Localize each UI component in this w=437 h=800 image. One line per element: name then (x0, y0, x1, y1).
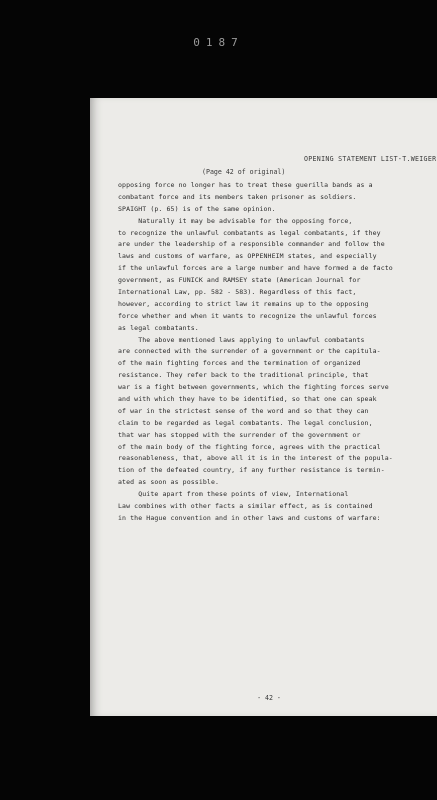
text-line: of war in the strictest sense of the word and so that they can (118, 406, 369, 415)
text-line: opposing force no longer has to treat these guerilla bands as a (118, 181, 373, 189)
text-line: claim to be regarded as legal combatants. The legal conclusion, (118, 418, 373, 427)
text-line: combatant force and its members taken prisoner as soldiers. (118, 192, 357, 201)
text-line: that war has stopped with the surrender of the government or (118, 430, 361, 439)
text-line: if the unlawful forces are a large number and have formed a de facto (118, 264, 393, 273)
text-line: Naturally it may be advisable for the opposing force, (118, 216, 353, 225)
text-line: of the main fighting forces and the termination of organized (118, 359, 361, 368)
text-line: as legal combatants. (118, 323, 199, 332)
text-line: reasonableness, that, above all it is in the interest of the popula- (118, 454, 393, 463)
text-line: resistance. They refer back to the traditional principle, that (118, 371, 369, 380)
text-line: of the main body of the fighting force, agrees with the practical (118, 442, 381, 451)
text-line: Law combines with other facts a similar effect, as is contained (118, 502, 373, 511)
document-body (118, 180, 428, 525)
text-line: force whether and when it wants to recognize the unlawful forces (118, 311, 377, 320)
text-line: to recognize the unlawful combatants as legal combatants, if they (118, 228, 381, 237)
text-line: government, as FUNICK and RAMSEY state (American Journal for (118, 276, 361, 285)
text-line: laws and customs of warfare, as OPPENHEIM states, and especially (118, 252, 377, 261)
text-line: SPAIGHT (p. 65) is of the same opinion. (118, 204, 276, 213)
document-header: OPENING STATEMENT LIST-T.WEIGER (304, 155, 437, 163)
page-number: - 42 - (257, 694, 281, 702)
text-line: Quite apart from these points of view, International (118, 490, 349, 499)
text-line: and with which they have to be identified, so that one can speak (118, 395, 377, 404)
document-page (90, 98, 437, 716)
text-line: are connected with the surrender of a government or the capitula- (118, 347, 381, 356)
text-line: tion of the defeated country, if any further resistance is termin- (118, 466, 385, 475)
text-line: war is a fight between governments, which the fighting forces serve (118, 383, 389, 392)
text-line: are under the leadership of a responsible commander and follow the (118, 240, 385, 249)
text-line: The above mentioned laws applying to unlawful combatants (118, 335, 365, 344)
text-line: ated as soon as possible. (118, 478, 220, 487)
microfilm-frame-number: 0187 (193, 36, 244, 49)
text-line: International Law, pp. 582 - 583). Regardless of this fact, (118, 288, 357, 297)
original-page-reference: (Page 42 of original) (202, 168, 286, 176)
text-line: in the Hague convention and in other laws and customs of warfare: (118, 513, 381, 522)
text-line: however, according to strict law it remains up to the opposing (118, 299, 369, 308)
